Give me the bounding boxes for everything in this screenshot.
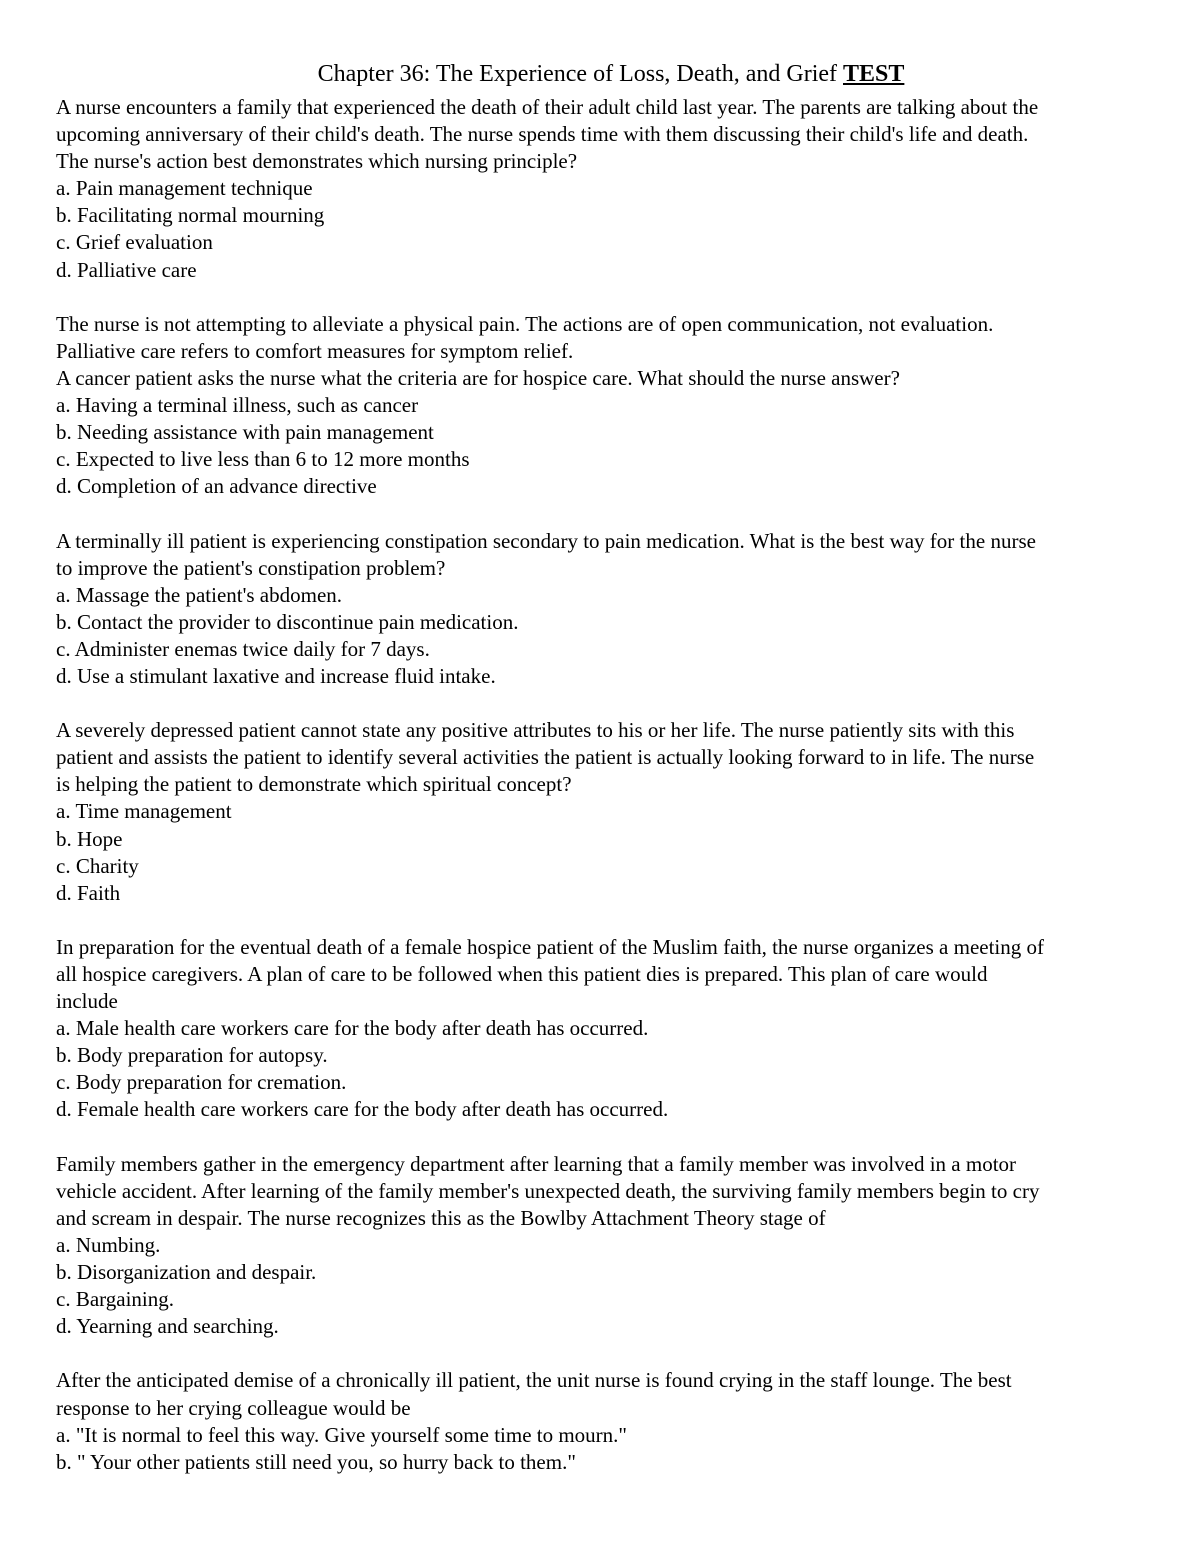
text-line: A nurse encounters a family that experienced the death of their adult child last year. The parents are talking about the <box>56 95 1039 119</box>
blank-line <box>56 907 1166 934</box>
title-text: Chapter 36: The Experience of Loss, Death, and Grief <box>317 61 837 87</box>
text-line: A severely depressed patient cannot state any positive attributes to his or her life. The nurse patiently sits with this <box>56 718 1015 743</box>
text-line: patient and assists the patient to identify several activities the patient is actually looking forward to in life. The nurse <box>56 745 1035 770</box>
answer-option: b. Contact the provider to discontinue pain medication. <box>56 609 519 634</box>
text-line: vehicle accident. After learning of the family member's unexpected death, the surviving family members begin to cry <box>56 1178 1040 1203</box>
text-line: Palliative care refers to comfort measures for symptom relief. <box>56 338 574 363</box>
answer-option: a. Having a terminal illness, such as cancer <box>56 393 419 418</box>
blank-line <box>56 1124 1166 1151</box>
text-line: The nurse's action best demonstrates which nursing principle? <box>56 149 578 174</box>
blank-line <box>56 690 1166 717</box>
text-line: After the anticipated demise of a chronically ill patient, the unit nurse is found crying in the staff lounge. The best <box>56 1368 1012 1393</box>
text-line: upcoming anniversary of their child's death. The nurse spends time with them discussing their child's life and death. <box>56 122 1029 147</box>
answer-option: b. Needing assistance with pain management <box>56 420 434 445</box>
page-title <box>56 58 1166 90</box>
answer-option: d. Faith <box>56 880 121 905</box>
answer-option: b. Body preparation for autopsy. <box>56 1043 328 1068</box>
answer-option: d. Use a stimulant laxative and increase fluid intake. <box>56 663 496 688</box>
text-line: to improve the patient's constipation problem? <box>56 555 446 580</box>
text-line: In preparation for the eventual death of a female hospice patient of the Muslim faith, the nurse organizes a meeting of <box>56 934 1045 959</box>
answer-option: c. Bargaining. <box>56 1287 175 1312</box>
answer-option: a. Massage the patient's abdomen. <box>56 582 343 607</box>
answer-option: d. Completion of an advance directive <box>56 474 377 499</box>
answer-option: a. Male health care workers care for the body after death has occurred. <box>56 1016 649 1041</box>
document-page <box>56 58 1166 1476</box>
document-body <box>56 94 1166 1476</box>
answer-option: b. Hope <box>56 826 123 851</box>
answer-option: a. Pain management technique <box>56 176 313 201</box>
answer-option: a. "It is normal to feel this way. Give yourself some time to mourn." <box>56 1422 627 1447</box>
answer-option: a. Numbing. <box>56 1232 161 1257</box>
answer-option: d. Palliative care <box>56 257 197 282</box>
title-test-tag: TEST <box>843 61 905 87</box>
blank-line <box>56 500 1166 527</box>
answer-option: b. Facilitating normal mourning <box>56 203 325 228</box>
answer-option: c. Charity <box>56 853 139 878</box>
blank-line <box>56 1340 1166 1367</box>
answer-option: d. Yearning and searching. <box>56 1314 279 1339</box>
text-line: all hospice caregivers. A plan of care to be followed when this patient dies is prepared. This plan of care would <box>56 962 988 986</box>
text-line: include <box>56 989 118 1014</box>
answer-option: c. Administer enemas twice daily for 7 days. <box>56 636 430 661</box>
text-line: A cancer patient asks the nurse what the criteria are for hospice care. What should the nurse answer? <box>56 365 900 390</box>
answer-option: c. Expected to live less than 6 to 12 more months <box>56 447 470 472</box>
blank-line <box>56 284 1166 311</box>
answer-option: b. " Your other patients still need you, so hurry back to them." <box>56 1449 576 1474</box>
text-line: and scream in despair. The nurse recognizes this as the Bowlby Attachment Theory stage of <box>56 1205 826 1230</box>
text-line: is helping the patient to demonstrate which spiritual concept? <box>56 772 572 797</box>
text-line: response to her crying colleague would be <box>56 1395 411 1420</box>
answer-option: c. Grief evaluation <box>56 230 213 255</box>
text-line: The nurse is not attempting to alleviate a physical pain. The actions are of open communication, not evaluation. <box>56 311 994 336</box>
text-line: Family members gather in the emergency department after learning that a family member was involved in a motor <box>56 1151 1017 1176</box>
answer-option: b. Disorganization and despair. <box>56 1260 317 1285</box>
answer-option: d. Female health care workers care for the body after death has occurred. <box>56 1097 669 1122</box>
answer-option: c. Body preparation for cremation. <box>56 1070 347 1095</box>
text-line: A terminally ill patient is experiencing constipation secondary to pain medication. What is the best way for the nurse <box>56 528 1036 553</box>
answer-option: a. Time management <box>56 799 232 824</box>
